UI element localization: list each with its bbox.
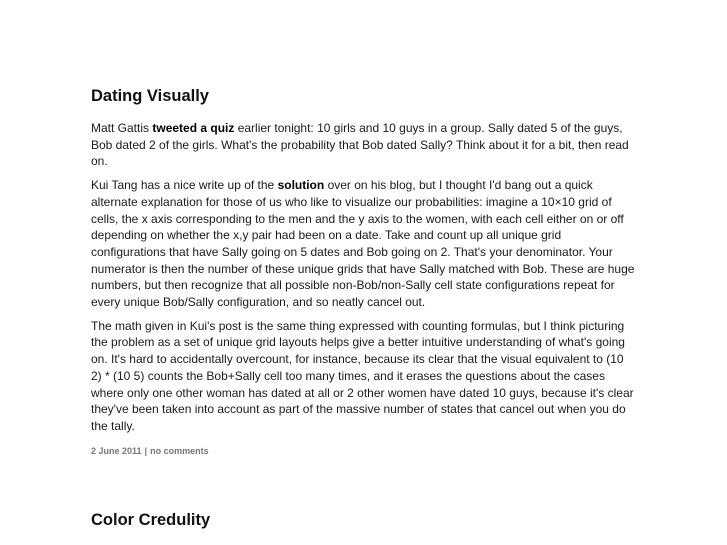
paragraph-1 bbox=[91, 120, 637, 170]
paragraph-2-text-end: over on his blog, but I thought I'd bang out a quick alternate explanation for those of us who like to visualize our probabilities: imagine a 10×10 grid of cells, the x axis corresponding to the men and the y axis to the women, with each cell either on or off depending on whether the x,y pair had been on a date. Take and count up all unique grid configurations that have Sally going on 5 dates and Bob going on 2. That's your denominator. Your numerator is then the number of these unique grids that have Sally matched with Bob. These are huge numbers, but then recognize that all possible non-Bob/non-Sally cell state configurations repeat for every unique Bob/Sally configuration, and so neatly cancel out. bbox=[91, 178, 635, 310]
post-meta bbox=[91, 445, 637, 457]
solution-link[interactable] bbox=[278, 178, 325, 192]
post-title bbox=[91, 510, 210, 530]
post-date-link[interactable]: 2 June 2011 bbox=[91, 445, 142, 456]
post-title-link[interactable]: Dating Visually bbox=[91, 87, 209, 105]
comments-link[interactable]: no comments bbox=[150, 445, 209, 456]
paragraph-1-text-start: Matt Gattis bbox=[91, 121, 153, 135]
solution-link-text: solution bbox=[277, 178, 325, 193]
paragraph-3: The math given in Kui's post is the same thing expressed with counting formulas, but I think picturing the problem as a set of unique grid layouts helps give a better intuitive understanding of what's going on. It's hard to accidentally overcount, for instance, because its clear that the visual equivalent to (10 2) * (10 5) counts the Bob+Sally cell too many times, and it erases the questions about the cases where only one other woman has dated at all or 2 other women have dated 10 guys, because it's clear they've been taken into account as part of the massive number of states that cancel out when you do the tally. bbox=[91, 318, 634, 433]
tweeted-quiz-link[interactable] bbox=[152, 121, 234, 135]
paragraph-1-text-end: earlier tonight: 10 girls and 10 guys in a group. Sally dated 5 of the guys, Bob dated 2 of the girls. What's the probability that Bob dated Sally? Think about it for a bit, then read on. bbox=[91, 121, 629, 169]
paragraph-2 bbox=[91, 177, 637, 311]
meta-separator: | bbox=[144, 445, 148, 456]
paragraph-2-text-start: Kui Tang has a nice write up of the bbox=[91, 178, 278, 193]
post-body bbox=[91, 120, 637, 457]
tweeted-quiz-link-text: tweeted a quiz bbox=[152, 121, 235, 135]
post-title bbox=[91, 86, 209, 106]
post-title-link[interactable]: Color Credulity bbox=[91, 511, 211, 529]
